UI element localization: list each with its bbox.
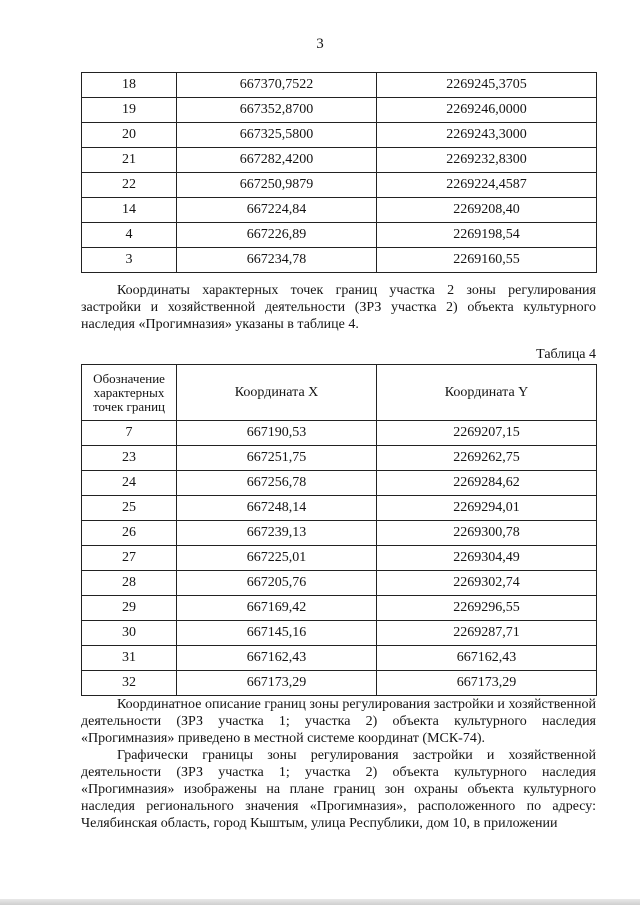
coord-x-cell: 667239,13 (177, 521, 377, 546)
coord-x-cell: 667370,7522 (177, 73, 377, 98)
table-row (82, 671, 597, 696)
coord-y-cell: 2269208,40 (377, 198, 597, 223)
coord-y-cell: 2269246,0000 (377, 98, 597, 123)
paragraph-text: Графически границы зоны регулирования застройки и хозяйственной деятельности (ЗРЗ участка 1; участка 2) объекта культурного наследия «Прогимназия» изображены на плане границ зон охраны объекта культурного наследия регионального значения «Прогимназия», расположенного по адресу: Челябинская область, город Кыштым, улица Республики, дом 10, в приложении (81, 748, 596, 831)
coord-y-cell: 667173,29 (377, 671, 597, 696)
point-cell: 27 (82, 546, 177, 571)
coord-y-cell: 2269287,71 (377, 621, 597, 646)
coord-y-cell: 2269284,62 (377, 471, 597, 496)
point-cell: 14 (82, 198, 177, 223)
coord-x-cell: 667226,89 (177, 223, 377, 248)
table-row (82, 198, 597, 223)
table-row (82, 421, 597, 446)
table-row (82, 248, 597, 273)
paragraph-graphic-boundaries (81, 747, 596, 832)
coord-y-cell: 2269232,8300 (377, 148, 597, 173)
table-row (82, 98, 597, 123)
coordinates-table-continuation (81, 72, 597, 273)
point-cell: 22 (82, 173, 177, 198)
table-row (82, 646, 597, 671)
coord-x-cell: 667234,78 (177, 248, 377, 273)
coord-y-cell: 2269243,3000 (377, 123, 597, 148)
point-cell: 26 (82, 521, 177, 546)
coord-y-cell: 2269245,3705 (377, 73, 597, 98)
coord-x-cell: 667190,53 (177, 421, 377, 446)
coord-x-cell: 667169,42 (177, 596, 377, 621)
page-number: 3 (316, 36, 324, 52)
coord-y-cell: 2269207,15 (377, 421, 597, 446)
point-cell: 19 (82, 98, 177, 123)
table-row (82, 546, 597, 571)
coord-y-cell: 2269262,75 (377, 446, 597, 471)
coord-x-cell: 667173,29 (177, 671, 377, 696)
point-cell: 3 (82, 248, 177, 273)
coord-y-cell: 667162,43 (377, 646, 597, 671)
coord-x-cell: 667248,14 (177, 496, 377, 521)
coord-y-cell: 2269224,4587 (377, 173, 597, 198)
point-cell: 4 (82, 223, 177, 248)
coord-x-cell: 667282,4200 (177, 148, 377, 173)
coord-x-cell: 667162,43 (177, 646, 377, 671)
table-4-caption: Таблица 4 (536, 347, 596, 362)
column-header-point: Обозначение характерных точек границ (82, 365, 177, 421)
paragraph-text: Координаты характерных точек границ участка 2 зоны регулирования застройки и хозяйственной деятельности (ЗРЗ участка 2) объекта культурного наследия «Прогимназия» указаны в таблице 4. (81, 283, 596, 332)
table-row (82, 496, 597, 521)
column-header-y: Координата Y (377, 365, 597, 421)
table-row (82, 173, 597, 198)
coord-x-cell: 667352,8700 (177, 98, 377, 123)
table-row (82, 471, 597, 496)
coord-x-cell: 667325,5800 (177, 123, 377, 148)
table-row (82, 571, 597, 596)
table-row (82, 123, 597, 148)
column-header-x: Координата X (177, 365, 377, 421)
paragraph-coordinate-description (81, 696, 596, 747)
coord-y-cell: 2269296,55 (377, 596, 597, 621)
coord-x-cell: 667256,78 (177, 471, 377, 496)
table-row (82, 148, 597, 173)
coord-x-cell: 667224,84 (177, 198, 377, 223)
coord-y-cell: 2269304,49 (377, 546, 597, 571)
coord-y-cell: 2269302,74 (377, 571, 597, 596)
coord-y-cell: 2269160,55 (377, 248, 597, 273)
point-cell: 7 (82, 421, 177, 446)
coord-y-cell: 2269198,54 (377, 223, 597, 248)
table-row (82, 521, 597, 546)
table-row (82, 621, 597, 646)
point-cell: 32 (82, 671, 177, 696)
coord-x-cell: 667225,01 (177, 546, 377, 571)
coord-x-cell: 667145,16 (177, 621, 377, 646)
coord-y-cell: 2269300,78 (377, 521, 597, 546)
point-cell: 21 (82, 148, 177, 173)
point-cell: 29 (82, 596, 177, 621)
point-cell: 20 (82, 123, 177, 148)
point-cell: 31 (82, 646, 177, 671)
point-cell: 25 (82, 496, 177, 521)
coord-x-cell: 667205,76 (177, 571, 377, 596)
point-cell: 18 (82, 73, 177, 98)
table-row (82, 596, 597, 621)
table-row (82, 73, 597, 98)
paragraph-table-4-intro (81, 282, 596, 333)
coord-x-cell: 667251,75 (177, 446, 377, 471)
point-cell: 24 (82, 471, 177, 496)
scan-bottom-edge (0, 899, 640, 905)
table-row (82, 446, 597, 471)
coord-x-cell: 667250,9879 (177, 173, 377, 198)
point-cell: 23 (82, 446, 177, 471)
table-row (82, 223, 597, 248)
paragraph-text: Координатное описание границ зоны регулирования застройки и хозяйственной деятельности (ЗРЗ участка 1; участка 2) объекта культурного наследия «Прогимназия» приведено в местной системе координат (МСК-74). (81, 697, 596, 746)
point-cell: 28 (82, 571, 177, 596)
coordinates-table-4 (81, 364, 597, 696)
coord-y-cell: 2269294,01 (377, 496, 597, 521)
point-cell: 30 (82, 621, 177, 646)
